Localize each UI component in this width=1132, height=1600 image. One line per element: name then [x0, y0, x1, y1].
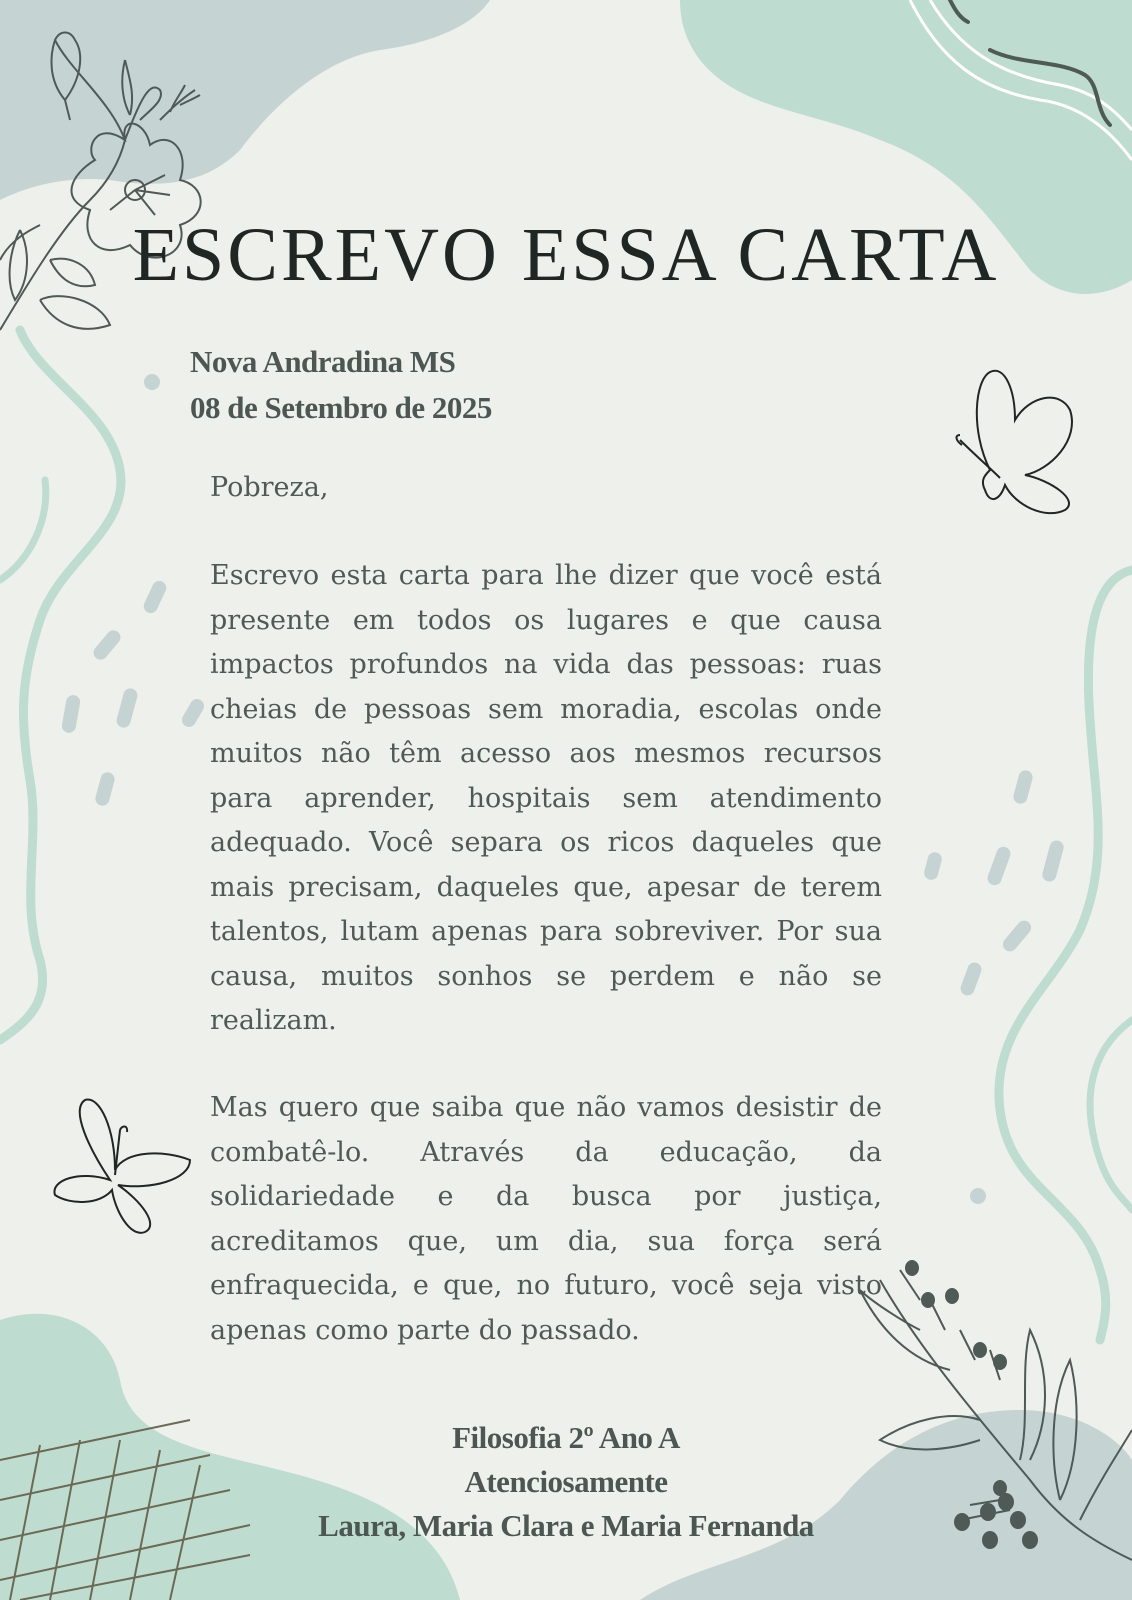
date-line: 08 de Setembro de 2025 [190, 390, 492, 425]
authors-line: Laura, Maria Clara e Maria Fernanda [318, 1508, 814, 1543]
left-wave-line [0, 480, 46, 580]
page-title: ESCREVO ESSA CARTA [132, 213, 1000, 297]
left-wave-line [0, 330, 121, 1040]
place-line: Nova Andradina MS [190, 344, 456, 379]
butterfly-icon [54, 1100, 190, 1233]
signoff-line: Atenciosamente [464, 1464, 668, 1499]
right-wave-line [999, 570, 1132, 1340]
letter-greeting: Pobreza, [210, 472, 329, 503]
class-line: Filosofia 2º Ano A [452, 1420, 680, 1455]
letter-paragraph: Mas quero que saiba que não vamos desistir de combatê-lo. Através da educação, da solidariedade e da busca por justiça, acreditamos que, um dia, sua força será enfraquecida, e que, no futuro, você seja visto apenas como parte do passado. [210, 1092, 882, 1346]
top-left-blob [0, 0, 490, 200]
letter-paragraph: Escrevo esta carta para lhe dizer que você está presente em todos os lugares e que causa impactos profundos na vida das pessoas: ruas cheias de pessoas sem moradia, escolas onde muitos não têm acesso aos mesmos recursos para aprender, hospitais sem atendimento adequado. Você separa os ricos daqueles que mais precisam, daqueles que, apesar de terem talentos, lutam apenas para sobreviver. Por sua causa, muitos sonhos se perdem e não se realizam. [210, 560, 882, 1036]
bottom-left-blob [0, 1314, 460, 1600]
butterfly-icon [956, 371, 1072, 513]
right-wave-line [1090, 1020, 1132, 1210]
